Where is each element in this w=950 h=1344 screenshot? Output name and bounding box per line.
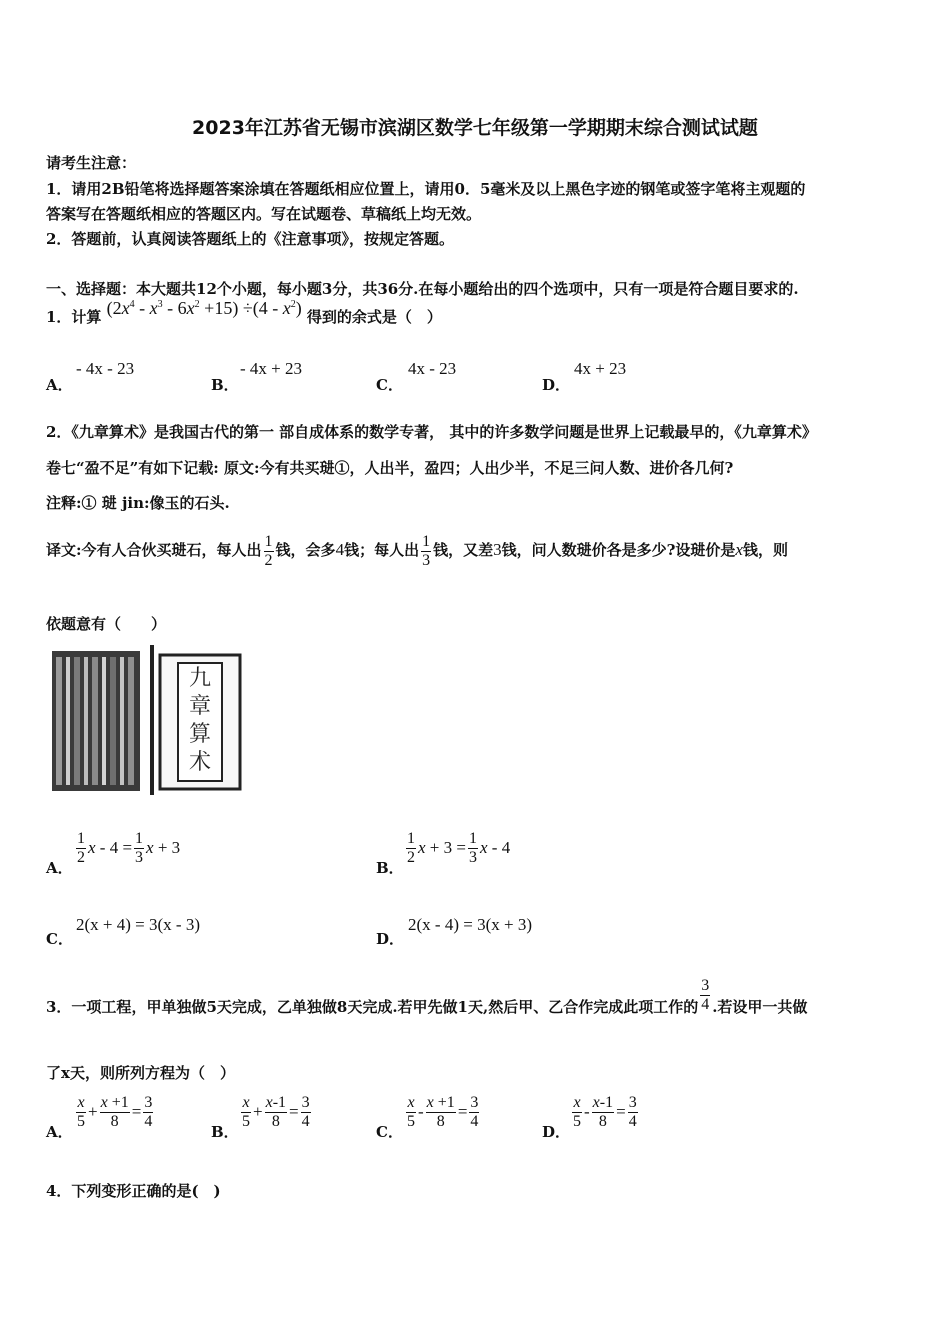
- question-1-prefix: 1．计算: [46, 308, 102, 326]
- q2-text-a: 译文:今有人合伙买琎石，每人出: [46, 541, 262, 559]
- notice-heading: 请考生注意：: [46, 154, 137, 172]
- q2-num-4: 4: [335, 540, 345, 559]
- q2-text-c: 钱；每人出: [344, 541, 420, 559]
- book-char-3: 算: [188, 722, 211, 747]
- q2-option-b-label[interactable]: B．: [376, 859, 404, 877]
- q1-option-d-expr: 4x + 23: [574, 359, 627, 378]
- q3-option-c-label[interactable]: C．: [376, 1123, 403, 1141]
- fraction-one-half: $\frac{1}{2}$: [264, 532, 273, 569]
- q3-text-b: .若设甲一共做: [712, 998, 808, 1016]
- q1-option-b-expr: - 4x + 23: [240, 359, 302, 378]
- q1-option-b-label[interactable]: B．: [211, 376, 239, 394]
- question-3-line-2: 了x天，则所列方程为（ ）: [46, 1064, 235, 1082]
- q3-option-a-expr: $\frac{x}{5}$ + $\frac{x +1}{8}$ = $\frac{3}{4}$: [77, 1094, 153, 1130]
- q2-var-x: x: [735, 540, 743, 559]
- q3-option-d-label[interactable]: D．: [542, 1123, 571, 1141]
- book-char-2: 章: [188, 694, 211, 719]
- notice-item-1-line-2: 答案写在答题纸相应的答题区内。写在试题卷、草稿纸上均无效。: [46, 205, 482, 223]
- question-2-line-1: 2．《九章算术》是我国古代的第一 部自成体系的数学专著， 其中的许多数学问题是世界上记载最早的，《九章算术》: [46, 423, 817, 441]
- fraction-one-third: $\frac{1}{3}$: [422, 532, 431, 569]
- q2-option-c-label[interactable]: C．: [46, 930, 73, 948]
- question-2-line-4: [46, 528, 788, 572]
- book-char-1: 九: [188, 666, 211, 691]
- q1-option-a-expr: - 4x - 23: [76, 359, 135, 378]
- q3-option-a-label[interactable]: A．: [46, 1123, 73, 1141]
- question-1-stem: [46, 298, 442, 327]
- q3-option-c-expr: $\frac{x}{5}$ - $\frac{x +1}{8}$ = $\frac{3}{4}$: [407, 1094, 479, 1130]
- q1-option-a-label[interactable]: A．: [46, 376, 73, 394]
- q2-option-d-label[interactable]: D．: [376, 930, 405, 948]
- question-3-line-1: [46, 973, 807, 1025]
- notice-item-1-line-1: 1．请用2B铅笔将选择题答案涂填在答题纸相应位置上，请用0．5毫米及以上黑色字迹的钢笔或签字笔将主观题的: [46, 180, 806, 198]
- question-4-stem: 4．下列变形正确的是( ): [46, 1182, 221, 1200]
- q1-option-d-label[interactable]: D．: [542, 376, 571, 394]
- book-char-4: 术: [188, 750, 211, 775]
- q2-option-a-label[interactable]: A．: [46, 859, 73, 877]
- q2-option-b-expr: $\frac{1}{2}$ x + 3 = $\frac{1}{3}$ x - 4: [407, 830, 511, 866]
- q1-option-c-label[interactable]: C．: [376, 376, 403, 394]
- section-heading: 一、选择题：本大题共12个小题，每小题3分，共36分.在每小题给出的四个选项中，只有一项是符合题目要求的.: [46, 280, 799, 298]
- q2-num-3: 3: [493, 540, 502, 559]
- q2-option-a-expr: $\frac{1}{2}$ x - 4 = $\frac{1}{3}$ x + 3: [77, 830, 181, 866]
- q2-text-b: 钱，会多: [275, 541, 336, 559]
- q3-option-d-expr: $\frac{x}{5}$ - $\frac{x-1}{8}$ = $\frac{3}{4}$: [573, 1094, 637, 1130]
- notice-item-2: 2．答题前，认真阅读答题纸上的《注意事项》，按规定答题。: [46, 230, 454, 248]
- fraction-three-quarters: $\frac{3}{4}$: [701, 977, 710, 1013]
- q3-option-b-label[interactable]: B．: [211, 1123, 239, 1141]
- q2-text-f: 钱，则: [742, 541, 788, 559]
- q2-option-d-expr: 2(x - 4) = 3(x + 3): [408, 915, 532, 934]
- q2-text-d: 钱，又差: [433, 541, 494, 559]
- q2-option-c-expr: 2(x + 4) = 3(x - 3): [76, 915, 200, 934]
- page-title: 2023年江苏省无锡市滨湖区数学七年级第一学期期末综合测试试题: [192, 117, 758, 139]
- question-1-expression: $(2x^4 - x^3 - 6x^2 +15) \div(4 - x^2)$: [106, 298, 302, 318]
- question-2-line-5: 依题意有（ ）: [46, 615, 167, 633]
- question-1-suffix: 得到的余式是（ ）: [306, 308, 442, 326]
- question-2-line-2: 卷七“盈不足”有如下记载: 原文:今有共买琎①，人出半，盈四；人出少半，不足三问人数、进价各几何?: [46, 459, 734, 477]
- q2-text-e: 钱，问人数琎价各是多少?设琎价是: [501, 541, 736, 559]
- question-2-line-3: 注释:① 琎 jin:像玉的石头.: [46, 494, 230, 512]
- q3-text-a: 3．一项工程，甲单独做5天完成，乙单独做8天完成.若甲先做1天,然后甲、乙合作完成此项工作的: [46, 998, 699, 1016]
- jiuzhang-suanshu-book-image: [50, 645, 246, 795]
- q3-option-b-expr: $\frac{x}{5}$ + $\frac{x-1}{8}$ = $\frac{3}{4}$: [242, 1094, 310, 1130]
- q1-option-c-expr: 4x - 23: [408, 359, 457, 378]
